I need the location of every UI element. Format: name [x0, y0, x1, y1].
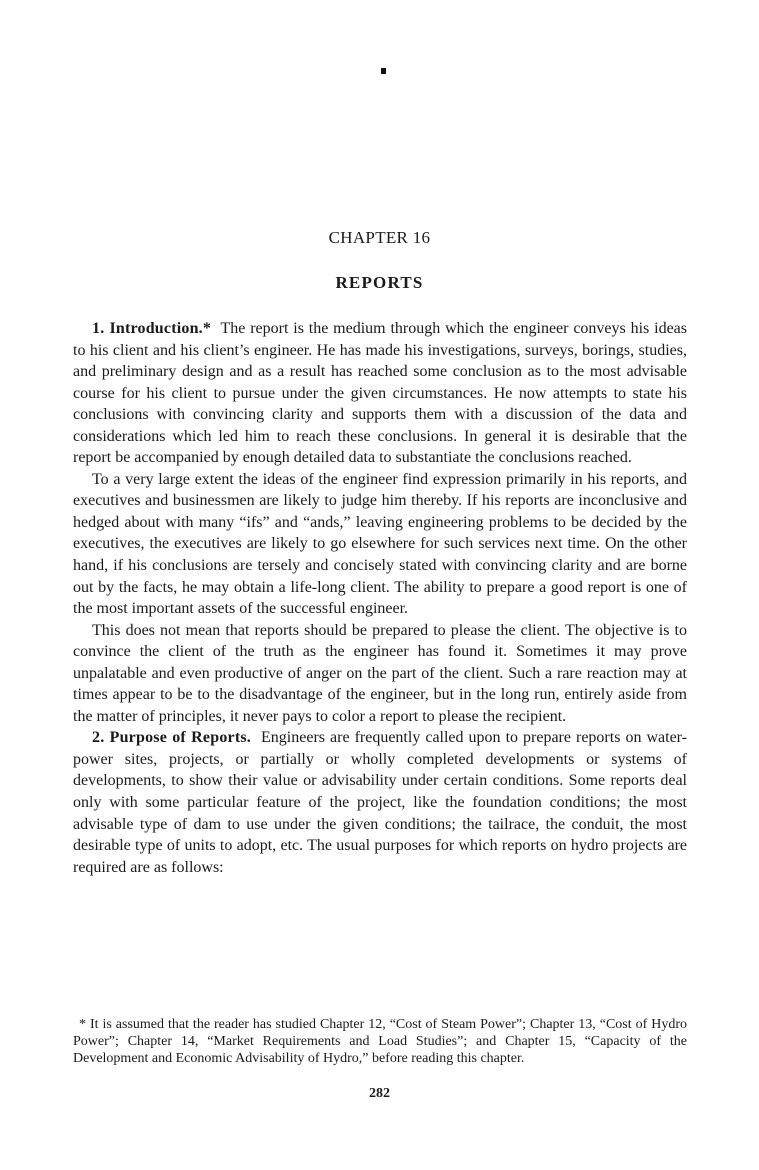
footnote: * It is assumed that the reader has studied Chapter 12, “Cost of Steam Power”; Chapter 13, “Cost of Hydro Power”; Chapter 14, “Market Requirements and Load Studies”; and Chapter 15, “Capacity of the Development and Economic Advisability of Hydro,” before reading this chapter.: [73, 1017, 687, 1067]
paragraph-introduction: [73, 318, 687, 469]
section-heading-purpose: 2. Purpose of Reports.: [92, 729, 251, 747]
page-number: 282: [369, 1086, 390, 1101]
paragraph-text: Engineers are frequently called upon to prepare reports on water-power sites, projects, or partially or wholly completed developments or systems of developments, to show their value or advisability under certain conditions. Some reports deal only with some particular feature of the project, like the foundation conditions; the most advisable type of dam to use under the given conditions; the tailrace, the conduit, the most desirable type of units to adopt, etc. The usual purposes for which reports on hydro projects are required are as follows:: [73, 729, 687, 876]
paragraph-objective: [73, 620, 687, 728]
paragraph-expression: [73, 469, 687, 620]
section-heading-introduction: 1. Introduction.*: [92, 320, 212, 337]
paragraph-text: To a very large extent the ideas of the engineer find expression primarily in his reports, and executives and businessmen are likely to judge him thereby. If his reports are inconclusive and hedged about with many “ifs” and “ands,” leaving engineering problems to be decided by the executives, the executives are likely to go elsewhere for such services next time. On the other hand, if his conclusions are tersely and concisely stated with convincing clarity and are borne out by the facts, he may obtain a life-long client. The ability to prepare a good report is one of the most important assets of the successful engineer.: [73, 470, 687, 618]
paragraph-purpose: [73, 727, 687, 878]
body-text: [73, 318, 687, 878]
chapter-label: CHAPTER 16: [328, 228, 431, 247]
paragraph-text: This does not mean that reports should be prepared to please the client. The objective is to convince the client of the truth as the engineer has found it. Sometimes it may prove unpalatable and even productive of anger on the part of the client. Such a rare reaction may at times appear to be to the disadvantage of the engineer, but in the long run, entirely aside from the matter of principles, it never pays to color a report to please the recipient.: [73, 621, 687, 725]
page-mark: [381, 68, 386, 74]
chapter-title: REPORTS: [335, 273, 424, 292]
paragraph-text: The report is the medium through which the engineer conveys his ideas to his client and his client’s engineer. He has made his investigations, surveys, borings, studies, and preliminary design and as a result has reached some conclusion as to the most advisable course for his client to pursue under the given circumstances. He now attempts to state his conclusions with convincing clarity and supports them with a discussion of the data and considerations which led him to reach these conclusions. In general it is desirable that the report be accompanied by enough detailed data to substantiate the conclusions reached.: [73, 320, 687, 467]
